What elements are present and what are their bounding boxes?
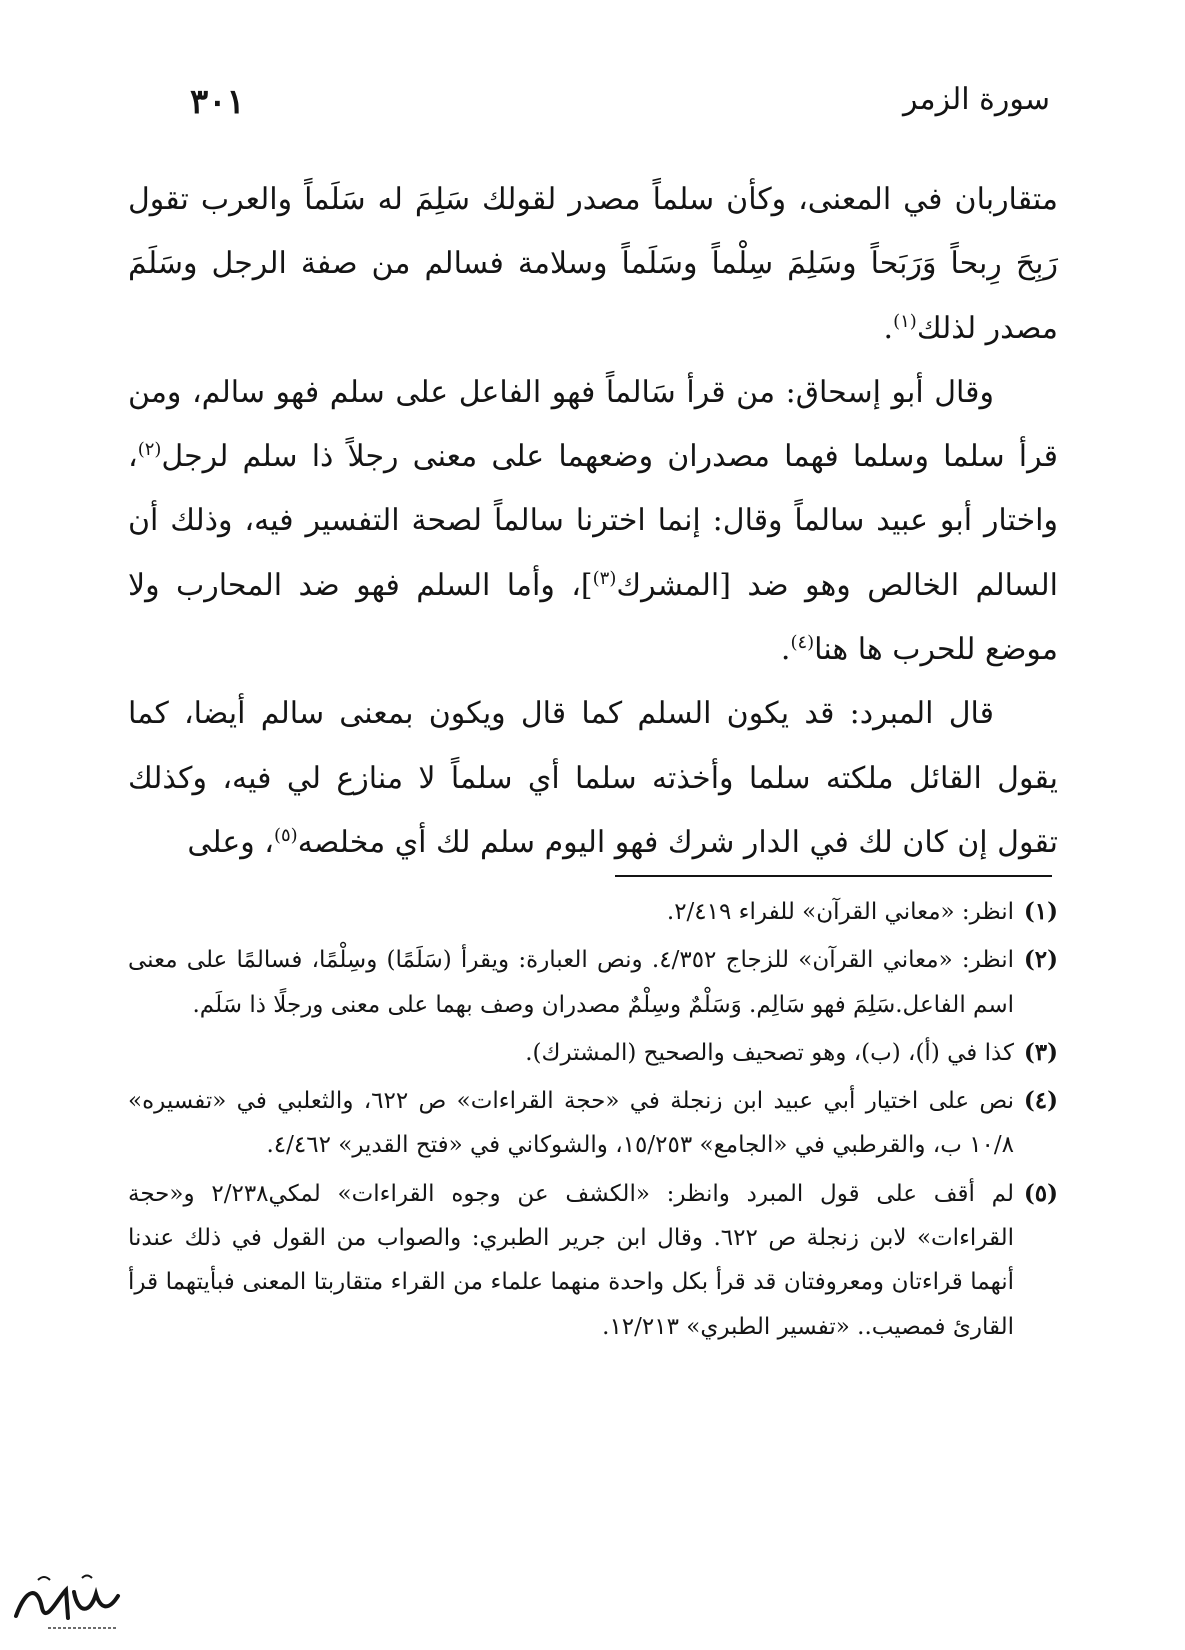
footnote-ref-4[interactable]: (٤) [790, 632, 815, 654]
paragraph-1 [128, 168, 1058, 361]
paragraph-2-text-c: ]، وأما السلم فهو ضد المحارب ولا موضع للحرب ها هنا [128, 567, 1058, 668]
footnote-text: انظر: «معاني القرآن» للزجاج ٤/٣٥٢. ونص العبارة: ويقرأ (سَلَمًا) وسِلْمًا، فسالمًا على معنى اسم الفاعل.سَلِمَ فهو سَالِم. وَسَلْمٌ وسِلْمٌ مصدران وصف بهما على معنى ورجلًا ذا سَلَم. [128, 947, 1014, 1018]
paragraph-2-end: . [780, 632, 791, 668]
paragraph-1-end: . [883, 310, 894, 346]
paragraph-3-end: ، وعلى [187, 824, 274, 860]
paragraph-3-text: قال المبرد: قد يكون السلم كما قال ويكون بمعنى سالم أيضا، كما يقول القائل ملكته سلما وأخذته سلما أي سلماً لا منازع لي فيه، وكذلك تقول إن كان لك في الدار شرك فهو اليوم سلم لك أي مخلصه [128, 696, 1058, 860]
paragraph-2-text-a: وقال أبو إسحاق: من قرأ سَالماً فهو الفاعل على سلم فهو سالم، ومن قرأ سلما وسلما فهما مصدران وضعهما على معنى رجلاً ذا سلم لرجل [128, 374, 1058, 475]
footnote-text: كذا في (أ)، (ب)، وهو تصحيف والصحيح (المشترك). [525, 1039, 1014, 1066]
footnote [128, 890, 1058, 934]
library-stamp-logo [8, 1568, 128, 1638]
footnote [128, 1031, 1058, 1075]
footnote [128, 1079, 1058, 1168]
footnote-ref-2[interactable]: (٢) [137, 439, 162, 461]
main-text [128, 168, 1058, 875]
running-title: سورة الزمر [902, 82, 1050, 117]
page-header [190, 82, 1050, 132]
footnote-number: (٤) [1023, 1087, 1058, 1115]
footnote-number: (٣) [1023, 1038, 1058, 1066]
footnote-text: نص على اختيار أبي عبيد ابن زنجلة في «حجة القراءات» ص ٦٢٢، والثعلبي في «تفسيره» ١٠/٨ ب، والقرطبي في «الجامع» ١٥/٢٥٣، والشوكاني في «فتح القدير» ٤/٤٦٢. [128, 1088, 1014, 1159]
footnote [128, 1172, 1058, 1349]
footnote [128, 938, 1058, 1027]
footnote-separator [615, 875, 1052, 877]
paragraph-1-text: متقاربان في المعنى، وكأن سلماً مصدر لقولك سَلِمَ له سَلَماً والعرب تقول رَبِحَ رِبحاً وَرَبَحاً وسَلِمَ سِلْماً وسَلَماً وسلامة فسالم من صفة الرجل وسَلَمَ مصدر لذلك [128, 182, 1058, 346]
footnote-number: (١) [1023, 898, 1058, 925]
paragraph-2 [128, 361, 1058, 682]
page-number: ٣٠١ [190, 82, 245, 122]
footnotes [128, 890, 1058, 1353]
footnote-number: (٥) [1023, 1179, 1058, 1207]
footnote-ref-3[interactable]: (٣) [592, 567, 617, 589]
footnote-text: انظر: «معاني القرآن» للفراء ٢/٤١٩. [666, 899, 1014, 925]
footnote-ref-5[interactable]: (٥) [273, 824, 298, 846]
footnote-ref-1[interactable]: (١) [893, 310, 917, 332]
paragraph-2-text-b: ، واختار أبو عبيد سالماً وقال: إنما اخترنا سالماً لصحة التفسير فيه، وذلك أن السالم الخالص وهو ضد [المشرك [128, 439, 1058, 603]
footnote-number: (٢) [1023, 946, 1058, 974]
paragraph-3 [128, 682, 1058, 875]
footnote-text: لم أقف على قول المبرد وانظر: «الكشف عن وجوه القراءات» لمكي٢/٢٣٨ و«حجة القراءات» لابن زنجلة ص ٦٢٢. وقال ابن جرير الطبري: والصواب من القول في ذلك عندنا أنهما قراءتان ومعروفتان قد قرأ بكل واحدة منهما علماء من القراء متقاربتا المعنى فبأيتهما قرأ القارئ فمصيب.. «تفسير الطبري» ١٢/٢١٣. [128, 1180, 1014, 1340]
